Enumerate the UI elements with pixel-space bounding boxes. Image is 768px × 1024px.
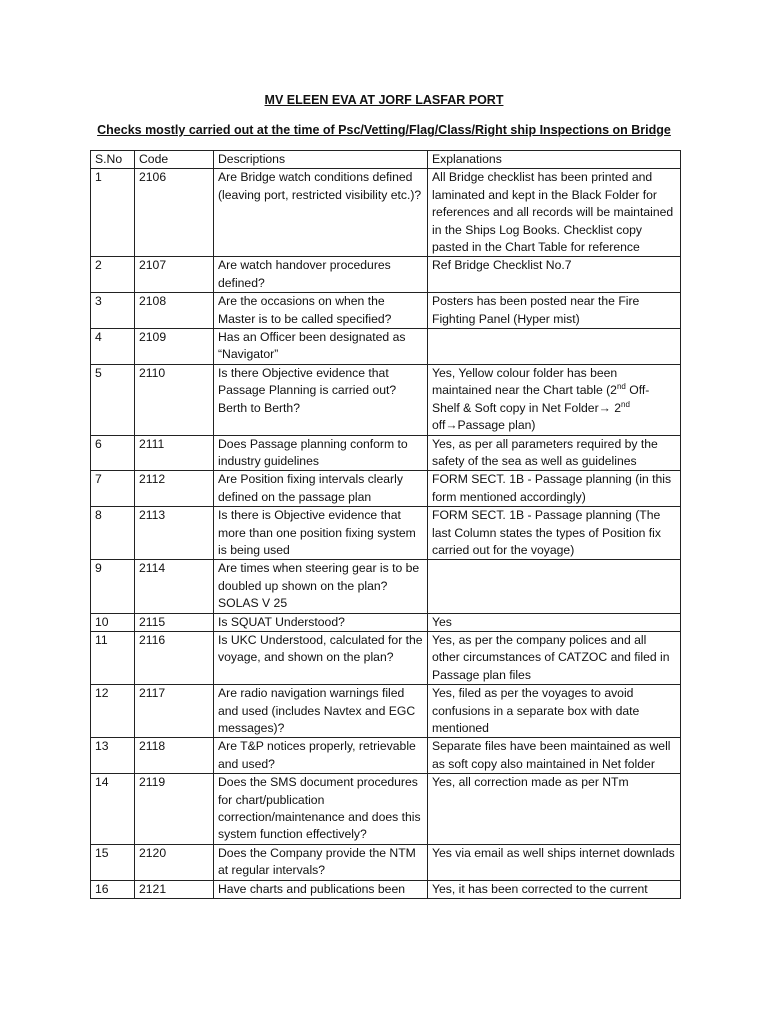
document-subtitle: Checks mostly carried out at the time of Psc/Vetting/Flag/Class/Right ship Inspections on Bridge bbox=[97, 123, 671, 137]
cell-description: Does the SMS document procedures for chart/publication correction/maintenance and does this system function effectively? bbox=[214, 774, 428, 845]
cell-description: Has an Officer been designated as “Navigator” bbox=[214, 329, 428, 365]
cell-explanation: Yes, as per all parameters required by the safety of the sea as well as guidelines bbox=[428, 435, 681, 471]
table-row bbox=[91, 364, 681, 435]
cell-description: Does the Company provide the NTM at regular intervals? bbox=[214, 844, 428, 880]
cell-code: 2117 bbox=[135, 685, 214, 738]
table-row bbox=[91, 880, 681, 898]
table-row bbox=[91, 257, 681, 293]
document-title: MV ELEEN EVA AT JORF LASFAR PORT bbox=[264, 93, 504, 107]
header-sno: S.No bbox=[91, 151, 135, 169]
table-row bbox=[91, 631, 681, 684]
cell-explanation bbox=[428, 329, 681, 365]
cell-explanation: Posters has been posted near the Fire Fighting Panel (Hyper mist) bbox=[428, 293, 681, 329]
cell-explanation: Ref Bridge Checklist No.7 bbox=[428, 257, 681, 293]
cell-explanation: FORM SECT. 1B - Passage planning (in this form mentioned accordingly) bbox=[428, 471, 681, 507]
cell-description: Are watch handover procedures defined? bbox=[214, 257, 428, 293]
table-row bbox=[91, 293, 681, 329]
cell-description: Have charts and publications been bbox=[214, 880, 428, 898]
table-row bbox=[91, 435, 681, 471]
cell-sno: 9 bbox=[91, 560, 135, 613]
table-header-row bbox=[91, 151, 681, 169]
cell-explanation: Separate files have been maintained as well as soft copy also maintained in Net folder bbox=[428, 738, 681, 774]
cell-description: Is SQUAT Understood? bbox=[214, 613, 428, 631]
cell-explanation: Yes, as per the company polices and all other circumstances of CATZOC and filed in Passage plan files bbox=[428, 631, 681, 684]
cell-description: Does Passage planning conform to industry guidelines bbox=[214, 435, 428, 471]
cell-code: 2109 bbox=[135, 329, 214, 365]
header-explanations: Explanations bbox=[428, 151, 681, 169]
table-row bbox=[91, 169, 681, 257]
cell-description: Are the occasions on when the Master is to be called specified? bbox=[214, 293, 428, 329]
cell-sno: 15 bbox=[91, 844, 135, 880]
cell-description: Is there is Objective evidence that more than one position fixing system is being used bbox=[214, 507, 428, 560]
cell-sno: 11 bbox=[91, 631, 135, 684]
cell-code: 2116 bbox=[135, 631, 214, 684]
cell-code: 2121 bbox=[135, 880, 214, 898]
cell-code: 2107 bbox=[135, 257, 214, 293]
cell-description: Are times when steering gear is to be doubled up shown on the plan? SOLAS V 25 bbox=[214, 560, 428, 613]
cell-sno: 10 bbox=[91, 613, 135, 631]
cell-sno: 5 bbox=[91, 364, 135, 435]
table-row bbox=[91, 613, 681, 631]
table-row bbox=[91, 471, 681, 507]
cell-explanation: Yes, filed as per the voyages to avoid confusions in a separate box with date mentioned bbox=[428, 685, 681, 738]
cell-explanation bbox=[428, 560, 681, 613]
cell-description: Are Position fixing intervals clearly defined on the passage plan bbox=[214, 471, 428, 507]
cell-description: Is there Objective evidence that Passage Planning is carried out? Berth to Berth? bbox=[214, 364, 428, 435]
table-row bbox=[91, 329, 681, 365]
cell-code: 2119 bbox=[135, 774, 214, 845]
cell-explanation: Yes, Yellow colour folder has been maintained near the Chart table (2nd Off-Shelf & Soft copy in Net Folder→ 2nd off→Passage plan) bbox=[428, 364, 681, 435]
cell-sno: 2 bbox=[91, 257, 135, 293]
cell-code: 2110 bbox=[135, 364, 214, 435]
header-descriptions: Descriptions bbox=[214, 151, 428, 169]
table-row bbox=[91, 560, 681, 613]
cell-sno: 7 bbox=[91, 471, 135, 507]
cell-sno: 4 bbox=[91, 329, 135, 365]
table-row bbox=[91, 774, 681, 845]
cell-explanation: Yes, it has been corrected to the current bbox=[428, 880, 681, 898]
cell-explanation: Yes via email as well ships internet downlads bbox=[428, 844, 681, 880]
cell-code: 2108 bbox=[135, 293, 214, 329]
cell-code: 2118 bbox=[135, 738, 214, 774]
cell-code: 2120 bbox=[135, 844, 214, 880]
cell-sno: 6 bbox=[91, 435, 135, 471]
cell-description: Are radio navigation warnings filed and used (includes Navtex and EGC messages)? bbox=[214, 685, 428, 738]
cell-code: 2114 bbox=[135, 560, 214, 613]
cell-code: 2112 bbox=[135, 471, 214, 507]
cell-sno: 16 bbox=[91, 880, 135, 898]
cell-sno: 1 bbox=[91, 169, 135, 257]
cell-sno: 13 bbox=[91, 738, 135, 774]
cell-description: Are Bridge watch conditions defined (leaving port, restricted visibility etc.)? bbox=[214, 169, 428, 257]
cell-code: 2106 bbox=[135, 169, 214, 257]
cell-explanation: All Bridge checklist has been printed and laminated and kept in the Black Folder for references and all records will be maintained in the Ships Log Books. Checklist copy pasted in the Chart Table for reference bbox=[428, 169, 681, 257]
inspection-checks-table bbox=[90, 150, 681, 899]
cell-explanation: Yes, all correction made as per NTm bbox=[428, 774, 681, 845]
cell-sno: 8 bbox=[91, 507, 135, 560]
cell-code: 2111 bbox=[135, 435, 214, 471]
cell-sno: 3 bbox=[91, 293, 135, 329]
cell-description: Are T&P notices properly, retrievable and used? bbox=[214, 738, 428, 774]
cell-code: 2113 bbox=[135, 507, 214, 560]
cell-sno: 12 bbox=[91, 685, 135, 738]
table-row bbox=[91, 844, 681, 880]
table-row bbox=[91, 738, 681, 774]
cell-sno: 14 bbox=[91, 774, 135, 845]
cell-code: 2115 bbox=[135, 613, 214, 631]
cell-description: Is UKC Understood, calculated for the voyage, and shown on the plan? bbox=[214, 631, 428, 684]
cell-explanation: Yes bbox=[428, 613, 681, 631]
table-row bbox=[91, 507, 681, 560]
header-code: Code bbox=[135, 151, 214, 169]
cell-explanation: FORM SECT. 1B - Passage planning (The last Column states the types of Position fix carried out for the voyage) bbox=[428, 507, 681, 560]
table-row bbox=[91, 685, 681, 738]
